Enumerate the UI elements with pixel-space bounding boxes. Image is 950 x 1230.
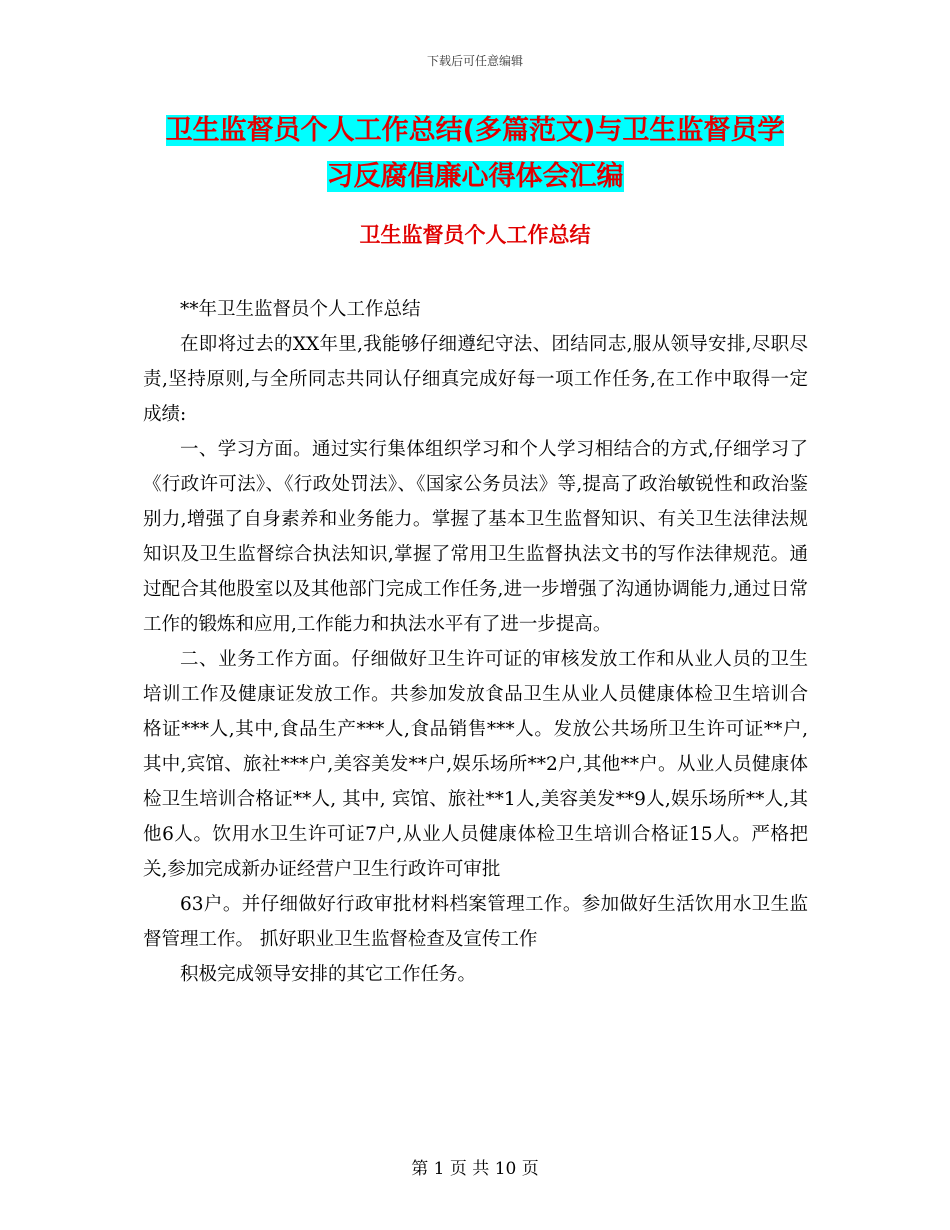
page-footer: 第 1 页 共 10 页 — [411, 1159, 539, 1179]
section-title: 卫生监督员个人工作总结 — [359, 223, 591, 247]
header-note: 下载后可任意编辑 — [426, 54, 523, 68]
paragraph: **年卫生监督员个人工作总结 — [180, 299, 421, 320]
paragraph: 一、学习方面。通过实行集体组织学习和个人学习相结合的方式,仔细学习了《行政许可法》、《行政处罚法》、《国家公务员法》等,提高了政治敏锐性和政治鉴别力,增强了自身素养和业务能力。掌握了基本卫生监督知识、有关卫生法律法规知识及卫生监督综合执法知识,掌握了常用卫生监督执法文书的写作法律规范。通过配合其他股室以及其他部门完成工作任务,进一步增强了沟通协调能力,通过日常工作的锻炼和应用,工作能力和执法水平有了进一步提高。 — [143, 439, 808, 635]
paragraph: 积极完成领导安排的其它工作任务。 — [180, 964, 477, 985]
body-text — [143, 292, 808, 992]
paragraph: 二、业务工作方面。仔细做好卫生许可证的审核发放工作和从业人员的卫生培训工作及健康证发放工作。共参加发放食品卫生从业人员健康体检卫生培训合格证***人,其中,食品生产***人,食品销售***人。发放公共场所卫生许可证**户, 其中,宾馆、旅社***户,美容美发**户,娱乐场所**2户,其他**户。从业人员健康体检卫生培训合格证**人, 其中, 宾馆、旅社**1人,美容美发**9人,娱乐场所**人,其他6人。饮用水卫生许可证7户,从业人员健康体检卫生培训合格证15人。严格把关,参加完成新办证经营户卫生行政许可审批 — [143, 649, 808, 880]
document-title — [140, 108, 810, 200]
paragraph: 在即将过去的XX年里,我能够仔细遵纪守法、团结同志,服从领导安排,尽职尽责,坚持原则,与全所同志共同认仔细真完成好每一项工作任务,在工作中取得一定成绩: — [143, 334, 808, 425]
title-line-1: 卫生监督员个人工作总结(多篇范文)与卫生监督员学 — [165, 115, 785, 146]
title-line-2: 习反腐倡廉心得体会汇编 — [326, 161, 624, 192]
paragraph: 63户。并仔细做好行政审批材料档案管理工作。参加做好生活饮用水卫生监督管理工作。 抓好职业卫生监督检查及宣传工作 — [143, 894, 808, 950]
